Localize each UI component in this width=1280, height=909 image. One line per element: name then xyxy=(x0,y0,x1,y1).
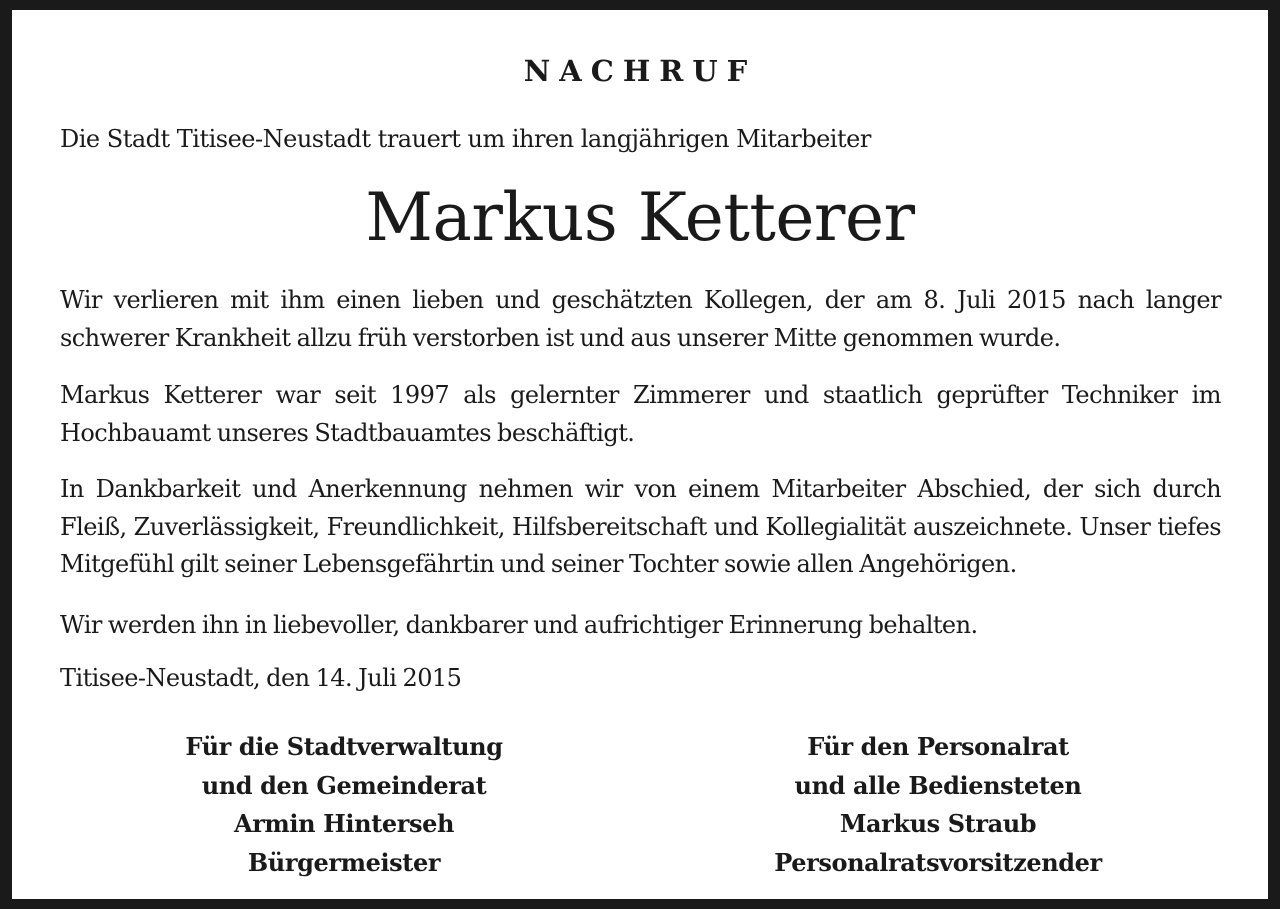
notice-heading: NACHRUF xyxy=(523,54,757,88)
place-date-line: Titisee-Neustadt, den 14. Juli 2015 xyxy=(60,664,462,692)
signature-block-right xyxy=(678,728,1198,882)
paragraph-3: In Dankbarkeit und Anerkennung nehmen wir von einem Mitarbeiter Abschied, der sich durch Fleiß, Zuverlässigkeit, Freundlichkeit, Hilfsbereitschaft und Kollegialität auszeichnete. Unser tiefes Mitgefühl gilt seiner Lebensgefährtin und seiner Tochter sowie allen Angehörigen. xyxy=(60,475,1221,578)
signature-left-line1: Für die Stadtverwaltung xyxy=(185,732,503,761)
signature-left-line2: und den Gemeinderat xyxy=(201,770,487,800)
paragraph-4: Wir werden ihn in liebevoller, dankbarer und aufrichtiger Erinnerung behalten. xyxy=(60,611,978,639)
signature-block-left xyxy=(84,728,604,882)
signature-right-line1: Für den Personalrat xyxy=(807,732,1069,761)
deceased-name: Markus Ketterer xyxy=(365,179,915,256)
signature-right-line2: und alle Bediensteten xyxy=(794,770,1082,800)
paragraph-2: Markus Ketterer war seit 1997 als gelernter Zimmerer und staatlich geprüfter Techniker im Hochbauamt unseres Stadtbauamtes beschäftigt. xyxy=(60,381,1221,447)
signature-right-title: Personalratsvorsitzender xyxy=(774,847,1102,877)
signature-right-name: Markus Straub xyxy=(839,809,1037,838)
signature-left-name: Armin Hinterseh xyxy=(233,809,455,838)
paragraph-1: Wir verlieren mit ihm einen lieben und geschätzten Kollegen, der am 8. Juli 2015 nach langer schwerer Krankheit allzu früh verstorben ist und aus unserer Mitte genommen wurde. xyxy=(60,286,1221,352)
intro-line: Die Stadt Titisee-Neustadt trauert um ihren langjährigen Mitarbeiter xyxy=(60,125,871,153)
signature-left-title: Bürgermeister xyxy=(247,847,441,877)
